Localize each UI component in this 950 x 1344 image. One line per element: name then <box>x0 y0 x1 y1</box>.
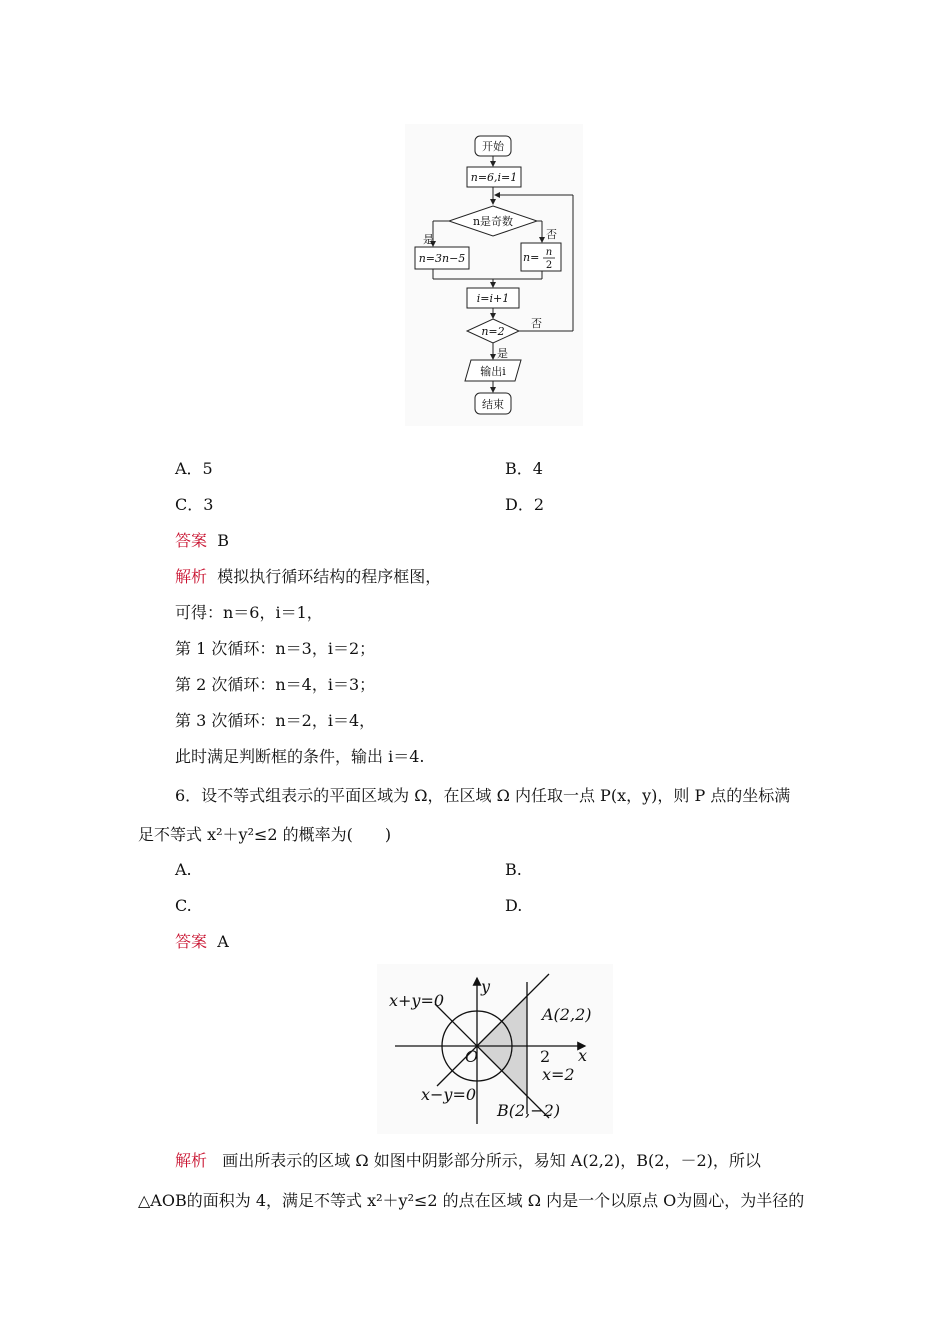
label-x-equals-2: x=2 <box>542 1065 575 1084</box>
increment-label: i=i+1 <box>476 292 510 305</box>
region-graph-figure <box>377 964 613 1134</box>
q6-analysis-line-1 <box>175 1151 761 1171</box>
label-x: x <box>578 1046 588 1065</box>
label-point-b: B(2,−2) <box>497 1101 561 1120</box>
label-y: y <box>481 977 491 996</box>
q6-analysis-text-1: 画出所表示的区域 Ω 如图中阴影部分所示，易知 A(2,2)，B(2，－2)，所以 <box>222 1151 761 1170</box>
q6-stem-line-1: 6．设不等式组表示的平面区域为 Ω，在区域 Ω 内任取一点 P(x，y)，则 P 点的坐标满 <box>175 786 791 805</box>
q6-answer-value: A <box>217 932 229 951</box>
q5-line-1: 可得：n＝6，i＝1， <box>175 603 323 622</box>
start-label: 开始 <box>482 140 504 153</box>
q6-answer <box>175 932 229 952</box>
cond1-label: n是奇数 <box>472 215 514 228</box>
region-graph-svg <box>377 964 613 1134</box>
output-label: 输出i <box>480 365 506 378</box>
label-x-minus-y: x−y=0 <box>421 1085 477 1104</box>
q5-option-d: D．2 <box>505 495 545 514</box>
cond2-label: n=2 <box>481 325 505 338</box>
q5-analysis-label: 解析 <box>175 567 208 586</box>
yes1-label: 是 <box>423 233 434 246</box>
q5-option-b: B．4 <box>505 459 543 478</box>
q6-answer-label: 答案 <box>175 932 208 951</box>
label-x-plus-y: x+y=0 <box>389 991 445 1010</box>
flowchart-figure <box>405 124 583 426</box>
branch-no-num: n <box>545 247 553 258</box>
label-tick-2: 2 <box>540 1047 551 1066</box>
q6-stem-line-2: 足不等式 x²＋y²≤2 的概率为( ) <box>138 825 392 844</box>
q5-answer <box>175 531 229 551</box>
line-x-minus-y <box>437 974 549 1086</box>
branch-yes-label: n=3n−5 <box>418 252 466 265</box>
no1-label: 否 <box>546 228 557 241</box>
label-point-a: A(2,2) <box>542 1005 592 1024</box>
branch-no-den: 2 <box>545 260 553 271</box>
label-origin: O <box>465 1047 479 1066</box>
q6-option-a: A. <box>175 860 192 879</box>
q5-analysis-text: 模拟执行循环结构的程序框图， <box>217 567 442 586</box>
q6-option-d: D. <box>505 896 523 915</box>
branch-no-lhs: n= <box>523 251 540 264</box>
q5-line-3: 第 2 次循环：n＝4，i＝3； <box>175 675 376 694</box>
q5-line-2: 第 1 次循环：n＝3，i＝2； <box>175 639 376 658</box>
q5-option-a: A．5 <box>175 459 213 478</box>
no2-label: 否 <box>531 317 542 330</box>
q5-line-5: 此时满足判断框的条件，输出 i＝4. <box>175 747 425 766</box>
q6-analysis-label: 解析 <box>175 1151 208 1170</box>
q5-analysis <box>175 567 441 587</box>
end-label: 结束 <box>482 398 504 411</box>
q5-line-4: 第 3 次循环：n＝2，i＝4， <box>175 711 376 730</box>
q6-option-b: B. <box>505 860 522 879</box>
q6-option-c: C. <box>175 896 192 915</box>
yes2-label: 是 <box>497 347 508 360</box>
q5-option-c: C．3 <box>175 495 214 514</box>
q6-analysis-line-2: △AOB的面积为 4，满足不等式 x²＋y²≤2 的点在区域 Ω 内是一个以原点 O为圆心，为半径的 <box>138 1191 805 1210</box>
q5-answer-value: B <box>217 531 229 550</box>
q5-answer-label: 答案 <box>175 531 208 550</box>
flowchart-svg <box>405 124 583 426</box>
init-label: n=6,i=1 <box>470 171 518 184</box>
